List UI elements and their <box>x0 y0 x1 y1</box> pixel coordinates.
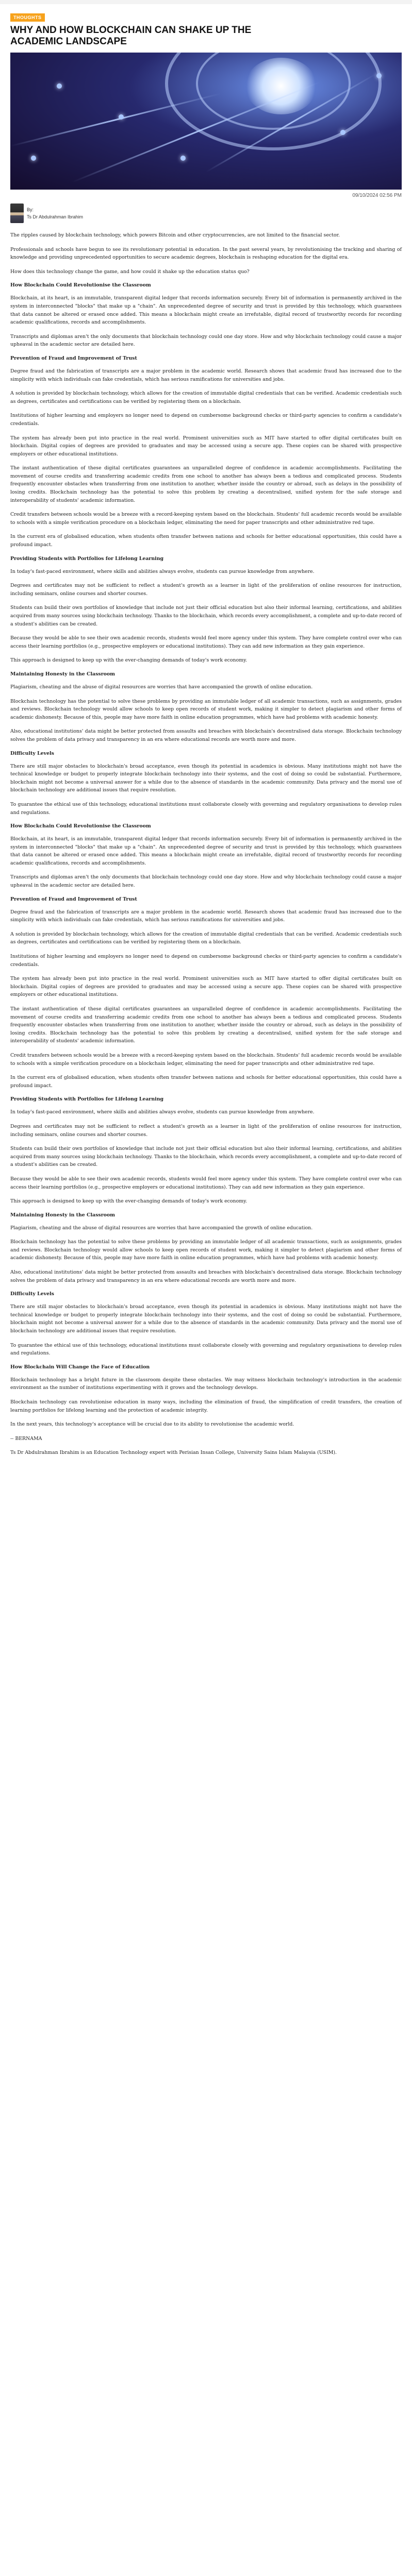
article-paragraph: Degree fraud and the fabrication of transcripts are a major problem in the academic world. Research shows that academic fraud has increased due to the simplicity with which individuals can fake credentials, which has serious ramifications for universities and jobs. <box>10 368 402 382</box>
article-paragraph: Because they would be able to see their own academic records, students would feel more agency under this system. They have complete control over who can access their learning portfolios (e.g., prospective employers or educational institutions). They can add new information as they gain experience. <box>10 1176 402 1190</box>
article-paragraph: How does this technology change the game, and how could it shake up the education status quo? <box>10 268 250 275</box>
article-paragraph: Institutions of higher learning and employers no longer need to depend on cumbersome background checks or third-party agencies to confirm a candidate's credentials. <box>10 954 402 968</box>
author-name: Ts Dr Abdulrahman Ibrahim <box>27 214 84 219</box>
article-paragraph: Because they would be able to see their own academic records, students would feel more agency under this system. They have complete control over who can access their learning portfolios (e.g., prospective employers or educational institutions). They can add new information as they gain experience. <box>10 635 402 649</box>
article-paragraph: Transcripts and diplomas aren't the only documents that blockchain technology could one day store. How and why blockchain technology could cause a major upheaval in the academic sector are detailed here. <box>10 333 402 348</box>
article-paragraph: -- BERNAMA <box>10 1435 42 1442</box>
section-heading: Maintaining Honesty in the Classroom <box>10 1212 116 1218</box>
article-paragraph: A solution is provided by blockchain technology, which allows for the creation of immutable digital credentials that can be verified. Academic credentials such as degrees, certificates and certifications can be verified by registering them on a blockchain. <box>10 931 402 945</box>
article-paragraph: Blockchain technology has the potential to solve these problems by providing an immutable ledger of all academic transactions, such as assignments, grades and reviews. Blockchain technology would allow schools to keep open records of student work, making it simpler to detect plagiarism and other forms of academic dishonesty. Because of this, people may have more faith in online education programmes, which have had problems with academic honesty. <box>10 1239 402 1261</box>
hero-node <box>376 73 382 78</box>
article-paragraph: Transcripts and diplomas aren't the only documents that blockchain technology could one day store. How and why blockchain technology could cause a major upheaval in the academic sector are detailed here. <box>10 874 402 889</box>
article-paragraph: Credit transfers between schools would be a breeze with a record-keeping system based on the blockchain. Students' full academic records would be available to schools with a simple verification procedure on a blockchain ledger, eliminating the need for paper transcripts and other administrative red tape. <box>10 512 402 526</box>
category-tag[interactable]: THOUGHTS <box>10 13 45 22</box>
article-paragraph: The instant authentication of these digital certificates guarantees an unparalleled degree of confidence in academic accomplishments. Facilitating the movement of course credits and transferring academic credits from one school to another has always been a tedious and complicated process. Students frequently encounter obstacles when transferring from one institution to another, whether inside the country or abroad, such as delays in the possibility of losing credits. Blockchain technology has the potential to solve this problem by creating a decentralised, unified system for the safe storage and interoperability of students' academic information. <box>10 1006 402 1044</box>
section-heading: Maintaining Honesty in the Classroom <box>10 671 116 677</box>
article-paragraph: In today's fast-paced environment, where skills and abilities always evolve, students can pursue knowledge from anywhere. <box>10 568 315 574</box>
article-title: WHY AND HOW BLOCKCHAIN CAN SHAKE UP THE ACADEMIC LANDSCAPE <box>10 25 252 47</box>
article-page <box>0 4 412 1457</box>
section-heading: Providing Students with Portfolios for Lifelong Learning <box>10 1096 164 1103</box>
article-paragraph: To guarantee the ethical use of this technology, educational institutions must collaborate closely with governing and regulatory organisations to develop rules and regulations. <box>10 1342 402 1357</box>
section-heading: How Blockchain Could Revolutionise the Classroom <box>10 282 151 289</box>
article-paragraph: The system has already been put into practice in the real world. Prominent universities such as MIT have started to offer digital certificates built on blockchain. Digital copies of degrees are provided to graduates and may be accessed using a secure app. These copies can be shared with prospective employers or other educational institutions. <box>10 976 402 998</box>
article-paragraph: This approach is designed to keep up with the ever-changing demands of today's work economy. <box>10 1198 248 1205</box>
article-paragraph: Credit transfers between schools would be a breeze with a record-keeping system based on the blockchain. Students' full academic records would be available to schools with a simple verification procedure on a blockchain ledger, eliminating the need for paper transcripts and other administrative red tape. <box>10 1052 402 1066</box>
article-paragraph: To guarantee the ethical use of this technology, educational institutions must collaborate closely with governing and regulatory organisations to develop rules and regulations. <box>10 801 402 816</box>
article-paragraph: Blockchain, at its heart, is an immutable, transparent digital ledger that records information securely. Every bit of information is permanently archived in the system in interconnected "blocks" that make up a "chain". An unprecedented degree of security and trust is provided by this technology, which guarantees that data cannot be altered or erased once added. This means a blockchain might create an irrefutable, digital record of trustworthy records for recording academic qualifications, records and accomplishments. <box>10 836 402 866</box>
article-paragraph: Degrees and certificates may not be sufficient to reflect a student's growth as a learner in light of the proliferation of online resources for instruction, including seminars, online courses and shorter courses. <box>10 1123 402 1138</box>
article-paragraph: Blockchain technology has a bright future in the classroom despite these obstacles. We may witness blockchain technology's introduction in the academic environment as the number of institutions experimenting with it grows and the technology develops. <box>10 1377 402 1391</box>
hero-node <box>31 156 36 161</box>
article-paragraph: Blockchain technology has the potential to solve these problems by providing an immutable ledger of all academic transactions, such as assignments, grades and reviews. Blockchain technology would allow schools to keep open records of student work, making it simpler to detect plagiarism and other forms of academic dishonesty. Because of this, people may have more faith in online education programmes, which have had problems with academic honesty. <box>10 698 402 720</box>
author-prefix: By: <box>27 207 34 212</box>
article-paragraph: Also, educational institutions' data might be better protected from assaults and breaches with blockchain's decentralised data storage. Blockchain technology solves the problem of data privacy and transparency in an era where educational records are worth more and more. <box>10 728 402 742</box>
article-paragraph: Blockchain, at its heart, is an immutable, transparent digital ledger that records information securely. Every bit of information is permanently archived in the system in interconnected "blocks" that make up a "chain". An unprecedented degree of security and trust is provided by this technology, which guarantees that data cannot be altered or erased once added. This means a blockchain might create an irrefutable, digital record of trustworthy records for recording academic qualifications, records and accomplishments. <box>10 295 402 326</box>
article-paragraph: The system has already been put into practice in the real world. Prominent universities such as MIT have started to offer digital certificates built on blockchain. Digital copies of degrees are provided to graduates and may be accessed using a secure app. These copies can be shared with prospective employers or other educational institutions. <box>10 435 402 457</box>
hero-node <box>180 156 186 161</box>
article-paragraph: There are still major obstacles to blockchain's broad acceptance, even though its potential in academics is obvious. Many institutions might not have the technical knowledge or budget to properly integrate blockchain technology into their systems, and the cost of doing so could be substantial. Furthermore, blockchain might not become a universal answer for a while due to the absence of standards in the academic community. Data privacy and the moral use of blockchain technology are additional issues that require resolution. <box>10 1304 402 1334</box>
article-body <box>10 231 402 1457</box>
hero-light-orb <box>245 58 317 114</box>
article-paragraph: Institutions of higher learning and employers no longer need to depend on cumbersome background checks or third-party agencies to confirm a candidate's credentials. <box>10 413 402 427</box>
article-paragraph: Professionals and schools have begun to see its revolutionary potential in education. In the past several years, by revolutionising the tracking and sharing of knowledge and providing unprecedented opportunities to secure academic degrees, blockchain is reshaping education for the digital era. <box>10 246 402 261</box>
section-heading: How Blockchain Could Revolutionise the Classroom <box>10 823 151 829</box>
article-paragraph: Also, educational institutions' data might be better protected from assaults and breaches with blockchain's decentralised data storage. Blockchain technology solves the problem of data privacy and transparency in an era where educational records are worth more and more. <box>10 1269 402 1283</box>
section-heading: Providing Students with Portfolios for Lifelong Learning <box>10 555 164 562</box>
article-paragraph: In the current era of globalised education, when students often transfer between nations and schools for better educational opportunities, this could have a profound impact. <box>10 534 402 548</box>
section-heading: Difficulty Levels <box>10 750 54 756</box>
blockchain-network-illustration <box>10 53 402 190</box>
publish-date: 09/10/2024 02:56 PM <box>352 193 402 198</box>
article-paragraph: Blockchain technology can revolutionise education in many ways, including the elimination of fraud, the simplification of credit transfers, the creation of learning portfolios for lifelong learning and the protection of academic integrity. <box>10 1399 402 1413</box>
section-heading: How Blockchain Will Change the Face of Education <box>10 1364 150 1370</box>
article-paragraph: Degrees and certificates may not be sufficient to reflect a student's growth as a learner in light of the proliferation of online resources for instruction, including seminars, online courses and shorter courses. <box>10 583 402 597</box>
article-paragraph: There are still major obstacles to blockchain's broad acceptance, even though its potential in academics is obvious. Many institutions might not have the technical knowledge or budget to properly integrate blockchain technology into their systems, and the cost of doing so could be substantial. Furthermore, blockchain might not become a universal answer for a while due to the absence of standards in the academic community. Data privacy and the moral use of blockchain technology are additional issues that require resolution. <box>10 763 402 793</box>
top-strip <box>0 0 412 4</box>
hero-node <box>340 130 345 135</box>
section-heading: Prevention of Fraud and Improvement of Trust <box>10 896 137 902</box>
hero-node <box>57 83 62 89</box>
author-block <box>10 204 402 223</box>
article-paragraph: In today's fast-paced environment, where skills and abilities always evolve, students can pursue knowledge from anywhere. <box>10 1109 315 1115</box>
article-paragraph: Degree fraud and the fabrication of transcripts are a major problem in the academic world. Research shows that academic fraud has increased due to the simplicity with which individuals can fake credentials, which has serious ramifications for universities and jobs. <box>10 909 402 923</box>
article-paragraph: In the current era of globalised education, when students often transfer between nations and schools for better educational opportunities, this could have a profound impact. <box>10 1075 402 1089</box>
article-paragraph: Students can build their own portfolios of knowledge that include not just their official education but also their informal learning, certifications, and abilities acquired from many sources using blockchain technology. Thanks to the blockchain, which records every accomplishment, a complete and up-to-date record of a student's abilities can be created. <box>10 1146 402 1168</box>
article-paragraph: The instant authentication of these digital certificates guarantees an unparalleled degree of confidence in academic accomplishments. Facilitating the movement of course credits and transferring academic credits from one school to another has always been a tedious and complicated process. Students frequently encounter obstacles when transferring from one institution to another, whether inside the country or abroad, such as delays in the possibility of losing credits. Blockchain technology has the potential to solve this problem by creating a decentralised, unified system for the safe storage and interoperability of students' academic information. <box>10 465 402 503</box>
author-meta <box>27 207 83 220</box>
article-paragraph: In the next years, this technology's acceptance will be crucial due to its ability to revolutionise the academic world. <box>10 1421 294 1428</box>
article-paragraph: Students can build their own portfolios of knowledge that include not just their official education but also their informal learning, certifications, and abilities acquired from many sources using blockchain technology. Thanks to the blockchain, which records every accomplishment, a complete and up-to-date record of a student's abilities can be created. <box>10 605 402 627</box>
author-photo <box>10 204 24 223</box>
article-paragraph: Plagiarism, cheating and the abuse of digital resources are worries that have accompanied the growth of online education. <box>10 1225 313 1231</box>
article-paragraph: The ripples caused by blockchain technology, which powers Bitcoin and other cryptocurrencies, are not limited to the financial sector. <box>10 232 340 238</box>
article-paragraph: Ts Dr Abdulrahman Ibrahim is an Education Technology expert with Perisian Insan College, University Sains Islam Malaysia (USIM). <box>10 1450 337 1456</box>
section-heading: Prevention of Fraud and Improvement of Trust <box>10 355 137 361</box>
hero-node <box>119 114 124 120</box>
section-heading: Difficulty Levels <box>10 1291 54 1297</box>
article-paragraph: Plagiarism, cheating and the abuse of digital resources are worries that have accompanied the growth of online education. <box>10 684 313 690</box>
article-paragraph: This approach is designed to keep up with the ever-changing demands of today's work economy. <box>10 657 248 664</box>
article-paragraph: A solution is provided by blockchain technology, which allows for the creation of immutable digital credentials that can be verified. Academic credentials such as degrees, certificates and certifications can be verified by registering them on a blockchain. <box>10 391 402 404</box>
